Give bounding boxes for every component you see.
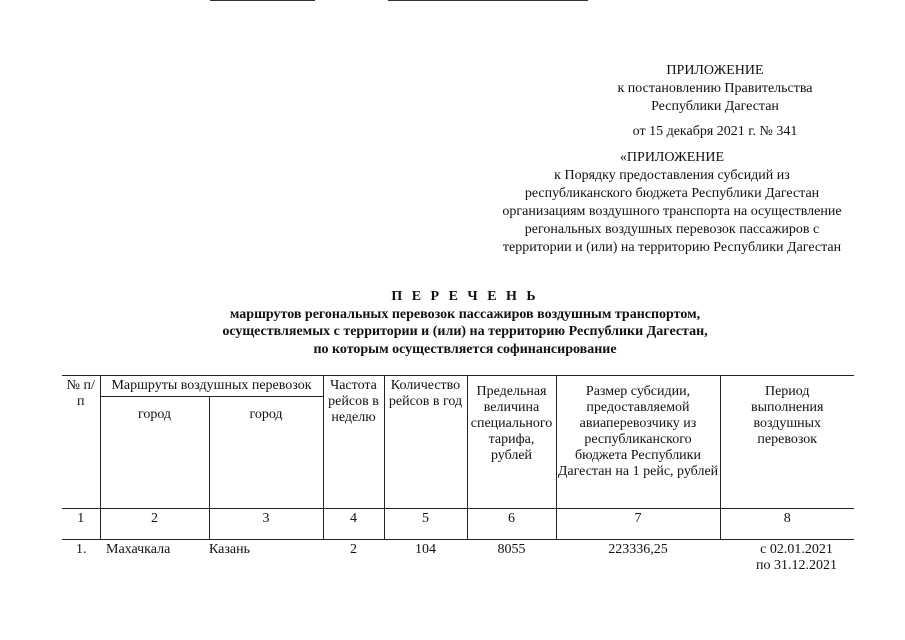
header-block [585,62,845,141]
row-period [720,540,854,577]
annex-line-3: республиканского бюджета Республики Дагестан [524,186,820,201]
row-max-tariff: 8055 [497,542,526,557]
annex-line-4: организациям воздушного транспорта на осуществление [502,204,842,219]
header-period: Период выполнения воздушных перевозок [720,376,854,509]
table-row [62,540,854,577]
annex-line-6: территории и (или) на территорию Республики Дагестан [502,240,842,255]
row-subsidy: 223336,25 [608,542,668,557]
col-num-7: 7 [556,509,720,540]
header-routes: Маршруты воздушных перевозок [100,376,323,397]
col-num-6: 6 [467,509,556,540]
row-period-to: по 31.12.2021 [756,558,837,573]
header-city-from: город [100,397,209,509]
top-border-right [388,0,588,1]
annex-line-2: к Порядку предоставления субсидий из [554,168,790,183]
col-num-4: 4 [323,509,384,540]
row-period-from: с 02.01.2021 [760,542,833,557]
routes-table [62,375,854,576]
title-line-3: по которым осуществляется софинансирование [313,341,617,357]
row-num: 1. [76,542,87,557]
document-title [160,288,770,358]
row-flights-year: 104 [415,542,436,557]
col-num-5: 5 [384,509,467,540]
title-heading: П Е Р Е Ч Е Н Ь [391,289,539,304]
header-flights-year: Количество рейсов в год [384,376,467,509]
col-num-2: 2 [100,509,209,540]
col-num-1: 1 [62,509,100,540]
header-frequency: Частота рейсов в неделю [323,376,384,509]
header-city-to: город [209,397,323,509]
header-num: № п/п [62,376,100,509]
header-line-2: к постановлению Правительства [617,81,813,96]
annex-line-1: «ПРИЛОЖЕНИЕ [619,150,725,165]
top-border-left [210,0,315,1]
annex-line-5: регональных воздушных перевозок пассажиров с [524,222,820,237]
row-frequency: 2 [350,542,357,557]
row-city-to: Казань [209,542,250,557]
title-line-1: маршрутов регональных перевозок пассажиров воздушным транспортом, [229,306,701,322]
header-max-tariff: Предельная величина специального тарифа, рублей [467,376,556,509]
header-line-3: Республики Дагестан [651,99,779,114]
header-line-date: от 15 декабря 2021 г. № 341 [632,124,798,139]
annex-block [476,149,868,257]
col-num-8: 8 [720,509,854,540]
row-city-from: Махачкала [106,542,171,557]
header-subsidy: Размер субсидии, предоставляемой авиаперевозчику из республиканского бюджета Республики Дагестан на 1 рейс, рублей [556,376,720,509]
title-line-2: осуществляемых с территории и (или) на территорию Республики Дагестан, [222,324,708,339]
header-line-1: ПРИЛОЖЕНИЕ [666,63,764,78]
col-num-3: 3 [209,509,323,540]
